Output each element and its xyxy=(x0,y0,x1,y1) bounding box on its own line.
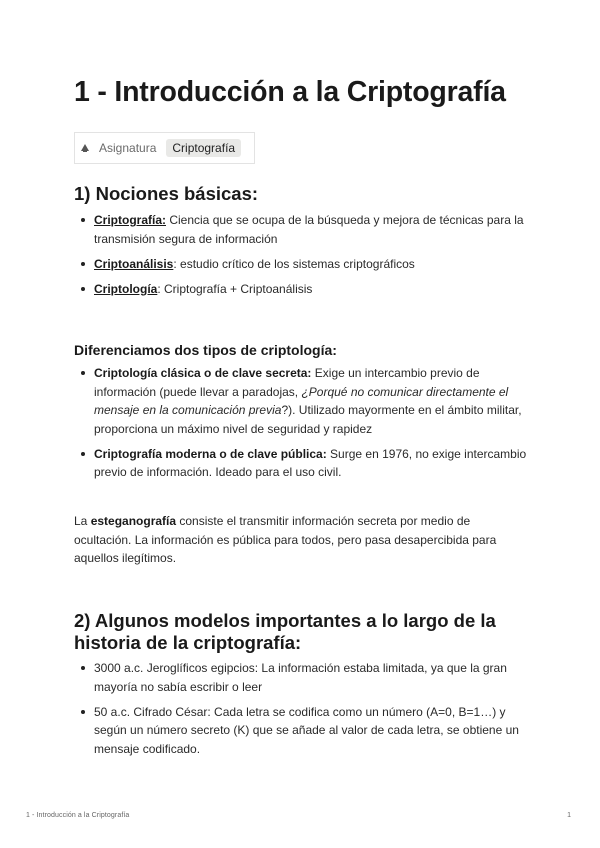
term: Criptoanálisis xyxy=(94,256,174,271)
heading-line: historia de la criptografía: xyxy=(74,632,302,653)
property-key: Asignatura xyxy=(99,141,157,155)
list-item: 50 a.c. Cifrado César: Cada letra se codifica como un número (A=0, B=1…) y según un número secreto (K) que se añade al valor de cada letra, se obtiene un mensaje codificado. xyxy=(74,703,534,759)
term: Criptografía: xyxy=(94,213,166,227)
term: Criptología xyxy=(94,281,158,296)
term: Criptología clásica o de clave secreta: xyxy=(94,366,312,380)
section1-heading: 1) Nociones básicas: xyxy=(74,183,259,204)
description: ?). Utilizado mayormente en el ámbito militar, proporciona un máximo nivel de seguridad y rapidez xyxy=(94,403,522,436)
section2-heading xyxy=(74,610,496,654)
description: Surge en 1976, no exige intercambio previo de información. Ideado para el uso civil. xyxy=(94,446,527,479)
definition: : estudio crítico de los sistemas criptográficos xyxy=(173,256,415,271)
stego-paragraph xyxy=(74,512,514,568)
list-item: 3000 a.c. Jeroglíficos egipcios: La información estaba limitada, ya que la gran mayoría no sabía escribir o leer xyxy=(74,659,534,696)
list-item xyxy=(74,364,534,438)
types-list xyxy=(74,364,534,488)
property-tag[interactable]: Criptografía xyxy=(166,139,241,157)
definition: Ciencia que se ocupa de la búsqueda y mejora de técnicas para la transmisión segura de información xyxy=(94,213,524,246)
list-item xyxy=(74,445,534,482)
types-heading: Diferenciamos dos tipos de criptología: xyxy=(74,342,337,358)
text: consiste el transmitir información secreta por medio de ocultación. La información es pública para todos, pero pasa desapercibida para aquellos ilegítimos. xyxy=(74,514,497,565)
page-number: 1 xyxy=(567,812,571,819)
definition: : Criptografía + Criptoanálisis xyxy=(157,281,313,296)
description: Exige un intercambio previo de información (puede llevar a paradojas, xyxy=(94,366,480,399)
property-row[interactable] xyxy=(74,132,255,164)
section2-list xyxy=(74,659,534,765)
italic-question: ¿Porqué no comunicar directamente el mensaje en la comunicación previa xyxy=(94,384,509,417)
section1-list xyxy=(74,211,534,305)
footer-title: 1 - Introducción a la Criptografía xyxy=(26,812,130,819)
list-item xyxy=(74,280,534,299)
heading-line: 2) Algunos modelos importantes a lo largo de la xyxy=(74,610,496,631)
subject-icon xyxy=(80,143,90,153)
term: esteganografía xyxy=(90,514,177,528)
term: Criptografía moderna o de clave pública: xyxy=(94,446,327,461)
page-title: 1 - Introducción a la Criptografía xyxy=(74,76,506,108)
list-item xyxy=(74,211,534,248)
list-item xyxy=(74,255,534,274)
text: La xyxy=(74,514,91,528)
